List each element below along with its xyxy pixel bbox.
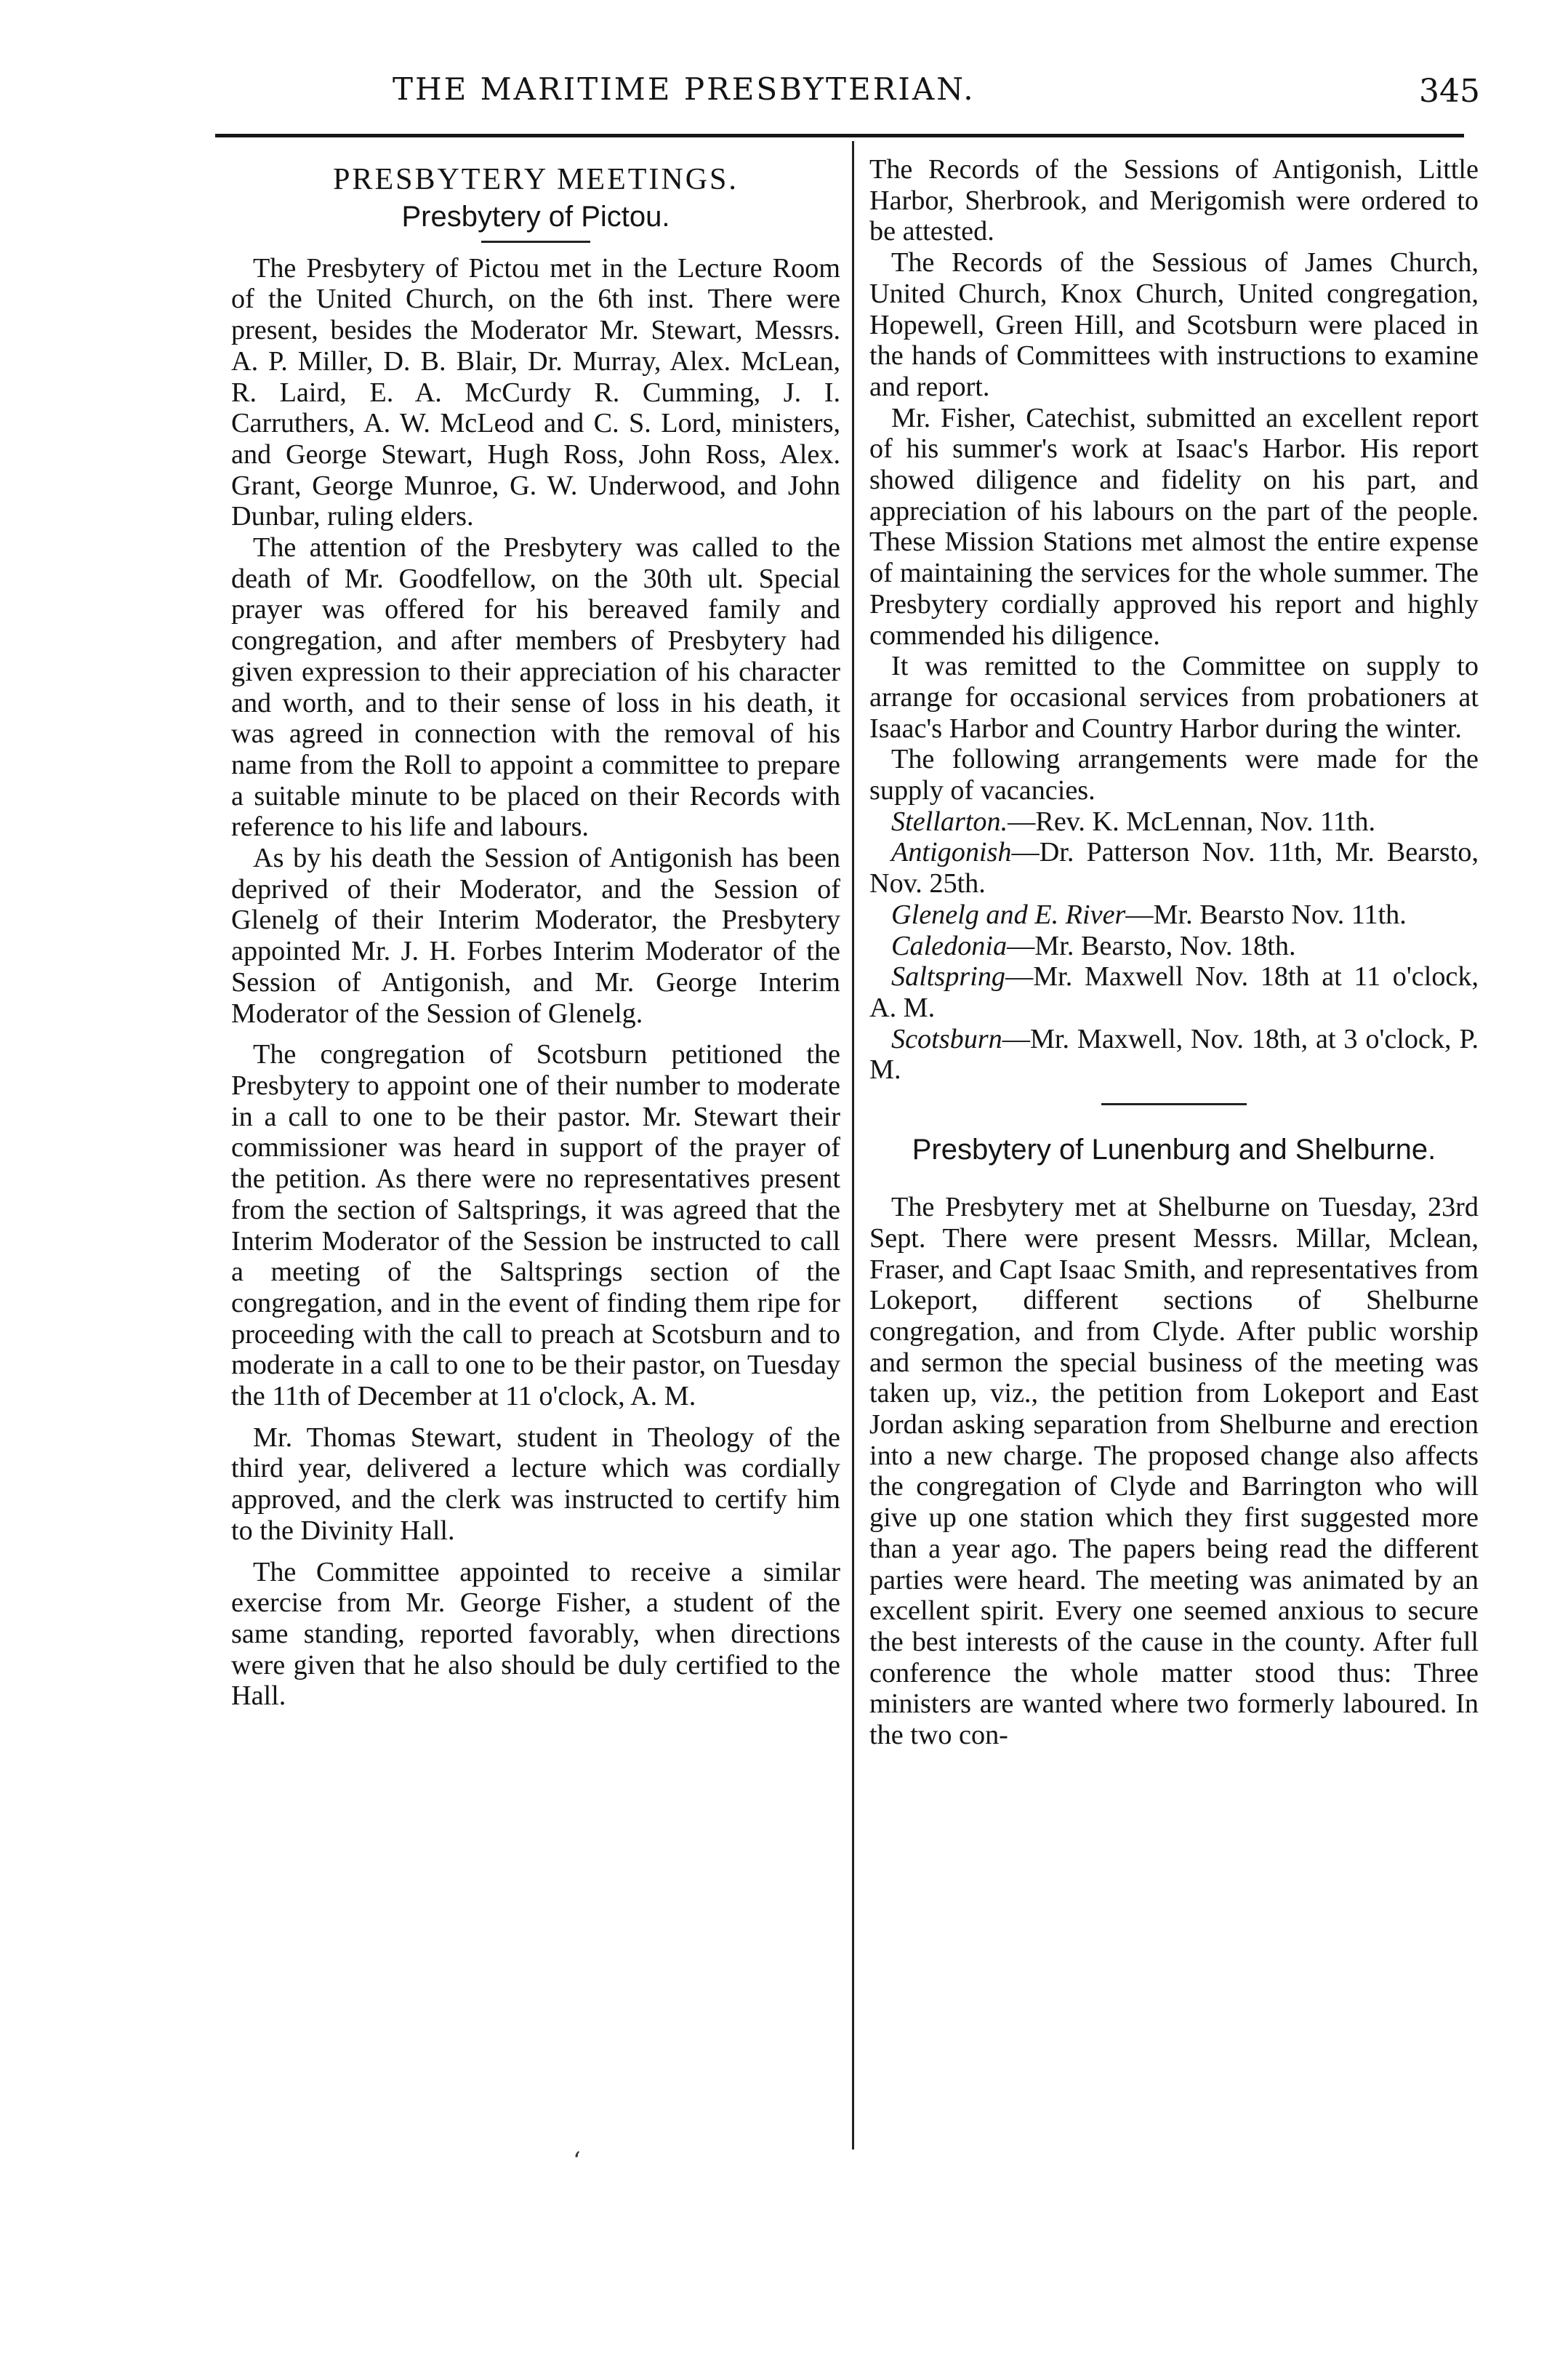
paragraph: The congregation of Scotsburn petitioned the Presbytery to appoint one of their number to moderate in a call to one to be their pastor. Mr. Stewart their commissioner was heard in support of the prayer of the petition. As there were no representatives present from the section of Saltsprings, it was agreed that the Interim Moderator of the Session be instructed to call a meeting of the Saltsprings section of the congregation, and in the event of finding them ripe for proceeding with the call to preach at Scotsburn and to moderate in a call to one to be their pastor, on Tuesday the 11th of December at 11 o'clock, A. M. bbox=[231, 1039, 840, 1412]
supply-entry bbox=[869, 931, 1479, 962]
left-column bbox=[231, 154, 840, 1712]
supply-place: Stellarton. bbox=[891, 806, 1008, 837]
running-head: THE MARITIME PRESBYTERIAN. bbox=[393, 71, 976, 107]
ornament-mark: ‘ bbox=[573, 2147, 581, 2176]
header-rule bbox=[215, 134, 1464, 137]
right-column bbox=[869, 154, 1479, 1751]
supply-text: —Rev. K. McLennan, Nov. 11th. bbox=[1008, 806, 1376, 837]
page-number: 345 bbox=[1419, 73, 1480, 110]
subtitle-lunenburg: Presbytery of Lunenburg and Shelburne. bbox=[912, 1134, 1436, 1166]
paragraph: The Records of the Sessious of James Church, United Church, Knox Church, United congregation, Hopewell, Green Hill, and Scotsburn were placed in the hands of Committees with instructions to examine and report. bbox=[869, 247, 1479, 402]
paragraph: The attention of the Presbytery was called to the death of Mr. Goodfellow, on the 30th ult. Special prayer was offered for his bereaved family and congregation, and after members of Presbytery had given expression to their appreciation of his character and worth, and to their sense of loss in his death, it was agreed in connection with the removal of his name from the Roll to appoint a committee to prepare a suitable minute to be placed on their Records with reference to his life and labours. bbox=[231, 532, 840, 843]
supply-place: Glenelg and E. River bbox=[891, 899, 1126, 930]
paragraph: Mr. Fisher, Catechist, submitted an excellent report of his summer's work at Isaac's Harbor. His report showed diligence and fidelity on his part, and appreciation of his labours on the part of the people. These Mission Stations met almost the entire expense of maintaining the services for the whole summer. The Presbytery cordially approved his report and highly commended his diligence. bbox=[869, 402, 1479, 651]
paragraph: It was remitted to the Committee on supply to arrange for occasional services from probationers at Isaac's Harbor and Country Harbor during the winter. bbox=[869, 651, 1479, 744]
supply-place: Caledonia bbox=[891, 930, 1008, 961]
supply-entry bbox=[869, 899, 1479, 931]
short-divider bbox=[481, 241, 590, 243]
supply-text: —Mr. Maxwell Nov. 18th at 11 o'clock, A. M. bbox=[869, 961, 1479, 1023]
paragraph: The Presbytery of Pictou met in the Lecture Room of the United Church, on the 6th inst. There were present, besides the Moderator Mr. Stewart, Messrs. A. P. Miller, D. B. Blair, Dr. Murray, Alex. McLean, R. Laird, E. A. McCurdy R. Cumming, J. I. Carruthers, A. W. McLeod and C. S. Lord, ministers, and George Stewart, Hugh Ross, John Ross, Alex. Grant, George Munroe, G. W. Underwood, and John Dunbar, ruling elders. bbox=[231, 252, 840, 532]
column-divider bbox=[852, 141, 854, 2149]
section-title: PRESBYTERY MEETINGS. bbox=[333, 163, 739, 196]
paragraph: The following arrangements were made for the supply of vacancies. bbox=[869, 744, 1479, 806]
supply-place: Antigonish bbox=[891, 837, 1012, 868]
supply-entry bbox=[869, 837, 1479, 899]
subtitle-pictou: Presbytery of Pictou. bbox=[401, 200, 670, 233]
paragraph: The Committee appointed to receive a similar exercise from Mr. George Fisher, a student of the same standing, reported favorably, when directions were given that he also should be duly certified to the Hall. bbox=[231, 1556, 840, 1712]
supply-place: Scotsburn bbox=[891, 1023, 1002, 1054]
supply-place: Saltspring bbox=[891, 961, 1006, 993]
paragraph: The Records of the Sessions of Antigonish, Little Harbor, Sherbrook, and Merigomish were ordered to be attested. bbox=[869, 154, 1479, 247]
paragraph: The Presbytery met at Shelburne on Tuesday, 23rd Sept. There were present Messrs. Millar, Mclean, Fraser, and Capt Isaac Smith, and representatives from Lokeport, different sections of Shelburne congregation, and from Clyde. After public worship and sermon the special business of the meeting was taken up, viz., the petition from Lokeport and East Jordan asking separation from Shelburne and erection into a new charge. The proposed change also affects the congregation of Clyde and Barrington who will give up one station which they first suggested more than a year ago. The papers being read the different parties were heard. The meeting was animated by an excellent spirit. Every one seemed anxious to secure the best interests of the cause in the county. After full conference the whole matter stood thus: Three ministers are wanted where two formerly laboured. In the two con- bbox=[869, 1192, 1479, 1751]
supply-text: —Mr. Maxwell, Nov. 18th, at 3 o'clock, P. M. bbox=[869, 1023, 1479, 1086]
supply-entry bbox=[869, 1024, 1479, 1086]
paragraph: Mr. Thomas Stewart, student in Theology of the third year, delivered a lecture which was cordially approved, and the clerk was instructed to certify him to the Divinity Hall. bbox=[231, 1422, 840, 1546]
supply-entry bbox=[869, 961, 1479, 1023]
section-divider bbox=[1101, 1103, 1247, 1105]
supply-text: —Dr. Patterson Nov. 11th, Mr. Bearsto, Nov. 25th. bbox=[869, 837, 1479, 899]
paragraph: As by his death the Session of Antigonish has been deprived of their Moderator, and the Session of Glenelg of their Interim Moderator, the Presbytery appointed Mr. J. H. Forbes Interim Moderator of the Session of Antigonish, and Mr. George Interim Moderator of the Session of Glenelg. bbox=[231, 843, 840, 1029]
supply-text: —Mr. Bearsto Nov. 11th. bbox=[1125, 899, 1407, 930]
supply-text: —Mr. Bearsto, Nov. 18th. bbox=[1007, 930, 1296, 961]
supply-entry bbox=[869, 806, 1479, 838]
